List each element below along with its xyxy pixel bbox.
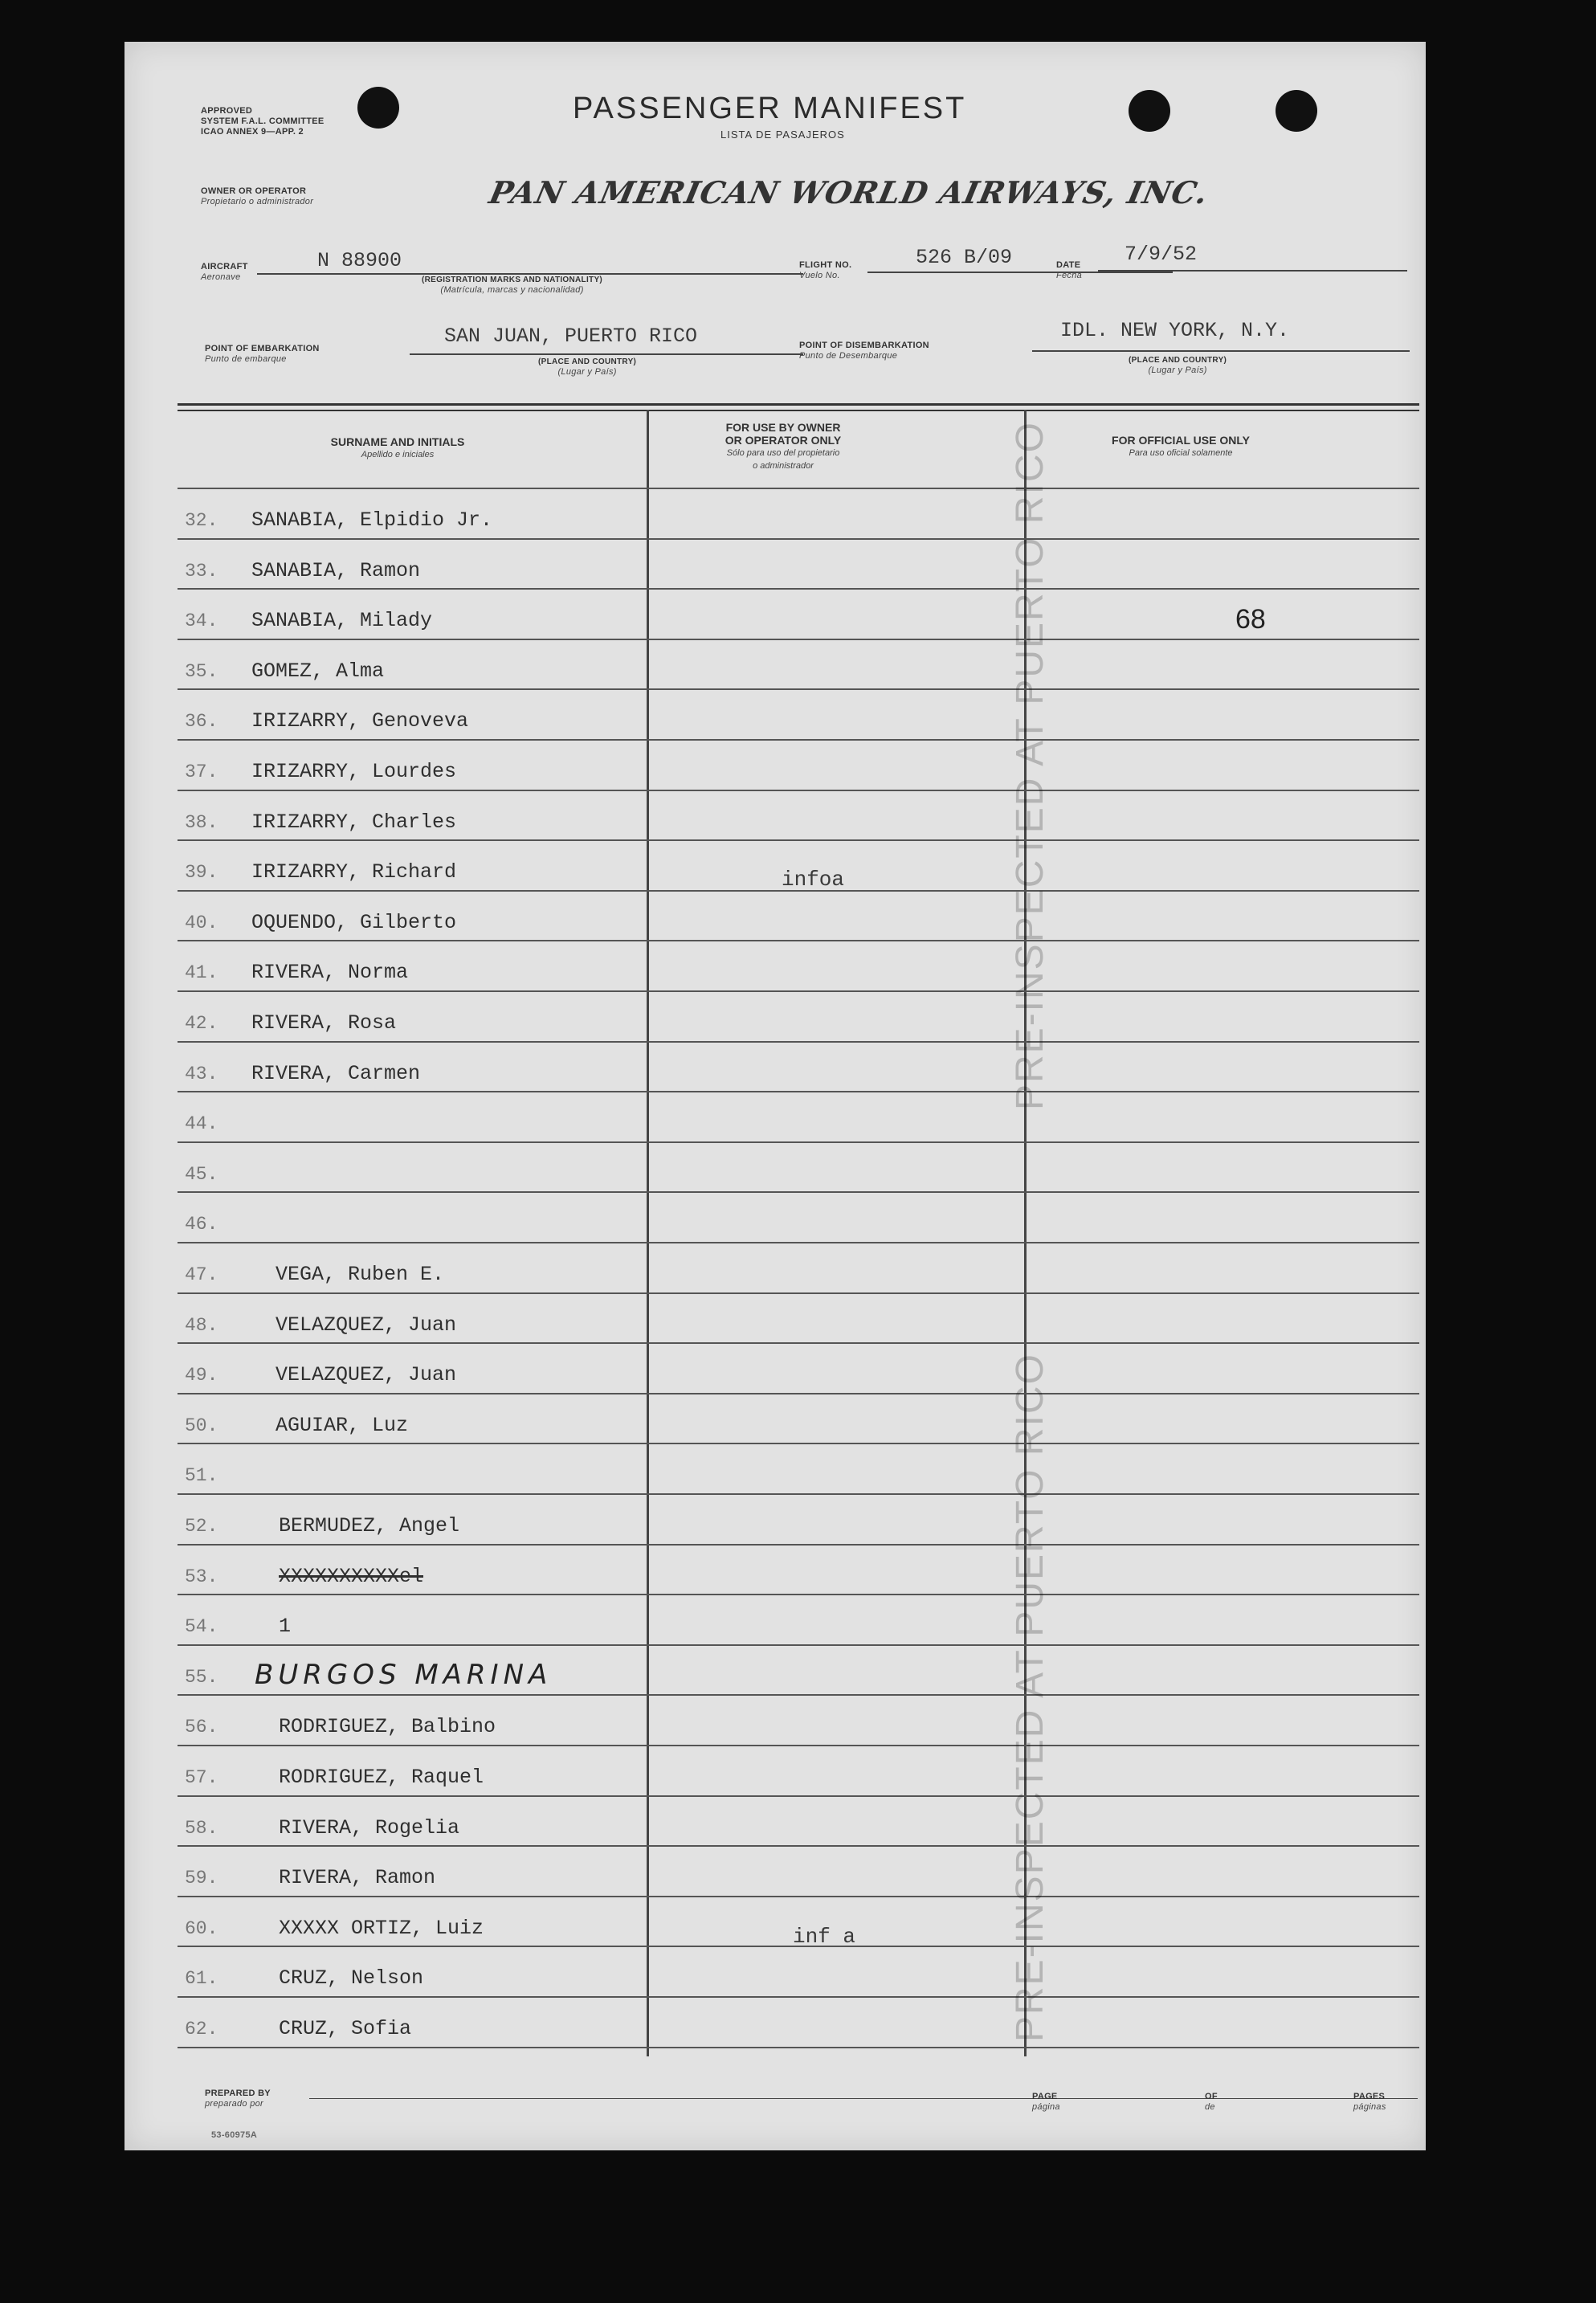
row-number: 58. xyxy=(185,1817,218,1839)
approved-line: SYSTEM F.A.L. COMMITTEE xyxy=(201,116,325,126)
row-divider xyxy=(178,739,1419,741)
embark-place-note xyxy=(538,357,636,378)
owner-label-es: Propietario o administrador xyxy=(201,197,314,206)
page-label: PAGE xyxy=(1032,2092,1058,2101)
row-divider xyxy=(178,1493,1419,1495)
row-divider xyxy=(178,1644,1419,1646)
date-value: 7/9/52 xyxy=(1125,243,1198,266)
passenger-name: IRIZARRY, Lourdes xyxy=(251,760,457,783)
passenger-name: 1 xyxy=(279,1615,292,1639)
row-divider xyxy=(178,2047,1419,2048)
row-number: 45. xyxy=(185,1163,218,1185)
row-number: 38. xyxy=(185,811,218,833)
row-number: 57. xyxy=(185,1767,218,1788)
name-head: SURNAME AND INITIALS xyxy=(330,435,465,448)
infa-note: inf a xyxy=(793,1925,856,1949)
passenger-name: IRIZARRY, Richard xyxy=(251,860,457,884)
row-number: 34. xyxy=(185,610,218,632)
row-number: 32. xyxy=(185,510,218,531)
row-number: 44. xyxy=(185,1113,218,1135)
row-number: 35. xyxy=(185,660,218,682)
row-number: 61. xyxy=(185,1968,218,1990)
place-note-es: (Lugar y País) xyxy=(1148,365,1207,375)
row-divider xyxy=(178,1845,1419,1847)
approval-block xyxy=(201,106,325,137)
registration-note-es: (Matrícula, marcas y nacionalidad) xyxy=(440,285,584,295)
embark-label: POINT OF EMBARKATION xyxy=(205,344,320,353)
row-number: 53. xyxy=(185,1566,218,1587)
passenger-name: OQUENDO, Gilberto xyxy=(251,910,457,934)
row-number: 48. xyxy=(185,1314,218,1336)
passenger-name: VELAZQUEZ, Juan xyxy=(276,1363,457,1387)
row-number: 47. xyxy=(185,1264,218,1285)
page-title: PASSENGER MANIFEST xyxy=(573,92,967,125)
pages-label-block xyxy=(1353,2092,1386,2113)
date-label: DATE xyxy=(1056,260,1081,270)
passenger-name: RIVERA, Ramon xyxy=(279,1866,436,1890)
disembark-label-block xyxy=(799,341,929,361)
row-divider xyxy=(178,1393,1419,1394)
row-divider xyxy=(178,1242,1419,1243)
of-label: OF xyxy=(1205,2092,1218,2101)
passenger-name: IRIZARRY, Genoveva xyxy=(251,709,469,733)
row-number: 40. xyxy=(185,912,218,933)
owner-head-2: OR OPERATOR ONLY xyxy=(725,434,842,447)
aircraft-label-block xyxy=(201,262,248,283)
row-divider xyxy=(178,538,1419,540)
punch-hole xyxy=(1129,90,1170,132)
owner-value: PAN AMERICAN WORLD AIRWAYS, INC. xyxy=(486,174,1212,210)
passenger-name: GOMEZ, Alma xyxy=(251,659,385,683)
row-number: 46. xyxy=(185,1214,218,1235)
aircraft-value: N 88900 xyxy=(317,249,402,272)
registration-note-en: (REGISTRATION MARKS AND NATIONALITY) xyxy=(422,276,603,284)
name-head-es: Apellido e iniciales xyxy=(361,450,435,459)
official-head: FOR OFFICIAL USE ONLY xyxy=(1112,434,1250,447)
row-number: 41. xyxy=(185,962,218,984)
passenger-name: CRUZ, Sofia xyxy=(279,2017,412,2040)
disembark-value: IDL. NEW YORK, N.Y. xyxy=(1060,319,1290,342)
page-subtitle: LISTA DE PASAJEROS xyxy=(720,129,845,141)
passenger-name: RODRIGUEZ, Balbino xyxy=(279,1715,496,1739)
prepared-label-es: preparado por xyxy=(205,2099,264,2109)
row-divider xyxy=(178,1795,1419,1797)
row-number: 54. xyxy=(185,1616,218,1638)
flight-label-block xyxy=(799,260,851,281)
page-label-block xyxy=(1032,2092,1060,2113)
row-number: 59. xyxy=(185,1868,218,1889)
row-divider xyxy=(178,639,1419,640)
owner-head-es2: o administrador xyxy=(753,461,814,471)
passenger-name: XXXXXXXXXXel xyxy=(279,1564,424,1588)
row-divider xyxy=(178,1191,1419,1193)
disembark-place-note xyxy=(1129,355,1227,376)
approved-line: ICAO ANNEX 9—APP. 2 xyxy=(201,127,304,137)
passenger-name: VEGA, Ruben E. xyxy=(276,1263,445,1286)
flight-value: 526 B/09 xyxy=(916,246,1013,269)
owner-label: OWNER OR OPERATOR xyxy=(201,186,307,196)
preinspection-stamp: PRE-INSPECTED AT PUERTO RICO xyxy=(1009,1353,1051,2042)
page-label-es: página xyxy=(1032,2102,1060,2112)
row-divider xyxy=(178,1544,1419,1546)
aircraft-label: AIRCRAFT xyxy=(201,262,248,272)
row-number: 55. xyxy=(185,1666,218,1688)
row-number: 42. xyxy=(185,1013,218,1034)
passenger-name: BERMUDEZ, Angel xyxy=(279,1514,460,1537)
row-number: 51. xyxy=(185,1465,218,1487)
passenger-name: RIVERA, Norma xyxy=(251,961,409,985)
row-divider xyxy=(178,1292,1419,1294)
passenger-name: RIVERA, Rosa xyxy=(251,1011,397,1035)
disembark-label: POINT OF DISEMBARKATION xyxy=(799,341,929,350)
row-number: 39. xyxy=(185,862,218,884)
row-divider xyxy=(178,1694,1419,1696)
place-note-en: (PLACE AND COUNTRY) xyxy=(1129,356,1227,365)
row-number: 56. xyxy=(185,1717,218,1738)
official-column-header xyxy=(1048,434,1313,459)
row-divider xyxy=(178,688,1419,690)
punch-hole xyxy=(1276,90,1317,132)
row-divider xyxy=(178,940,1419,941)
passenger-name: BURGOS MARINA xyxy=(255,1658,553,1691)
pages-label: PAGES xyxy=(1353,2092,1386,2101)
row-divider xyxy=(178,1443,1419,1444)
row-divider xyxy=(178,1141,1419,1143)
row-number: 36. xyxy=(185,711,218,733)
row-divider xyxy=(178,1041,1419,1043)
owner-column-header xyxy=(663,421,904,472)
disembark-label-es: Punto de Desembarque xyxy=(799,351,898,361)
row-number: 50. xyxy=(185,1415,218,1436)
approved-line: APPROVED xyxy=(201,106,253,116)
prepared-label: PREPARED BY xyxy=(205,2089,271,2098)
row-number: 60. xyxy=(185,1917,218,1939)
row-number: 37. xyxy=(185,762,218,782)
place-note-en: (PLACE AND COUNTRY) xyxy=(538,357,637,366)
row-divider xyxy=(178,1745,1419,1746)
passenger-name: IRIZARRY, Charles xyxy=(251,810,457,834)
embark-label-block xyxy=(205,344,320,365)
name-column-header xyxy=(265,435,530,461)
registration-note xyxy=(422,275,602,296)
form-number: 53-60975A xyxy=(211,2130,258,2140)
embark-value: SAN JUAN, PUERTO RICO xyxy=(444,325,698,348)
of-label-es: de xyxy=(1205,2102,1215,2112)
punch-hole xyxy=(357,87,399,129)
date-label-block xyxy=(1056,260,1082,281)
passenger-name: SANABIA, Milady xyxy=(251,609,433,633)
row-number: 49. xyxy=(185,1365,218,1386)
embark-label-es: Punto de embarque xyxy=(205,354,287,364)
passenger-name: RIVERA, Rogelia xyxy=(279,1815,460,1840)
passenger-name: RIVERA, Carmen xyxy=(251,1061,421,1085)
passenger-name: AGUIAR, Luz xyxy=(276,1413,409,1437)
of-label-block xyxy=(1205,2092,1218,2113)
passenger-name: XXXXX ORTIZ, Luiz xyxy=(279,1916,484,1940)
column-divider xyxy=(647,410,649,2056)
row-number: 52. xyxy=(185,1516,218,1537)
prepared-by-block xyxy=(205,2089,271,2109)
passenger-name: RODRIGUEZ, Raquel xyxy=(279,1766,484,1789)
row-divider xyxy=(178,990,1419,992)
passenger-name: SANABIA, Ramon xyxy=(251,558,421,582)
place-note-es: (Lugar y País) xyxy=(557,367,617,377)
manifest-sheet xyxy=(124,42,1426,2150)
preinspection-stamp: PRE-INSPECTED AT PUERTO RICO xyxy=(1009,421,1051,1110)
row-divider xyxy=(178,1896,1419,1897)
row-divider xyxy=(178,790,1419,791)
row-divider xyxy=(178,1091,1419,1092)
owner-label-block xyxy=(201,186,313,207)
aircraft-label-es: Aeronave xyxy=(201,272,241,282)
row-divider xyxy=(178,839,1419,841)
row-divider xyxy=(178,1594,1419,1595)
date-label-es: Fecha xyxy=(1056,271,1083,280)
owner-head-1: FOR USE BY OWNER xyxy=(725,421,841,434)
row-divider xyxy=(178,1996,1419,1998)
flight-label: FLIGHT NO. xyxy=(799,260,852,270)
passenger-name: SANABIA, Elpidio Jr. xyxy=(251,508,493,532)
row-number: 62. xyxy=(185,2019,218,2040)
flight-label-es: Vuelo No. xyxy=(799,271,840,280)
official-number: 68 xyxy=(1235,604,1266,635)
row-number: 43. xyxy=(185,1063,218,1084)
row-divider xyxy=(178,1342,1419,1344)
passenger-name: VELAZQUEZ, Juan xyxy=(276,1313,457,1337)
row-divider xyxy=(178,588,1419,590)
owner-head-es1: Sólo para uso del propietario xyxy=(726,448,840,458)
pages-label-es: páginas xyxy=(1353,2102,1386,2112)
row-number: 33. xyxy=(185,560,218,582)
official-head-es: Para uso oficial solamente xyxy=(1129,448,1233,458)
passenger-name: CRUZ, Nelson xyxy=(279,1966,424,1991)
infoa-note: infoa xyxy=(782,868,845,892)
